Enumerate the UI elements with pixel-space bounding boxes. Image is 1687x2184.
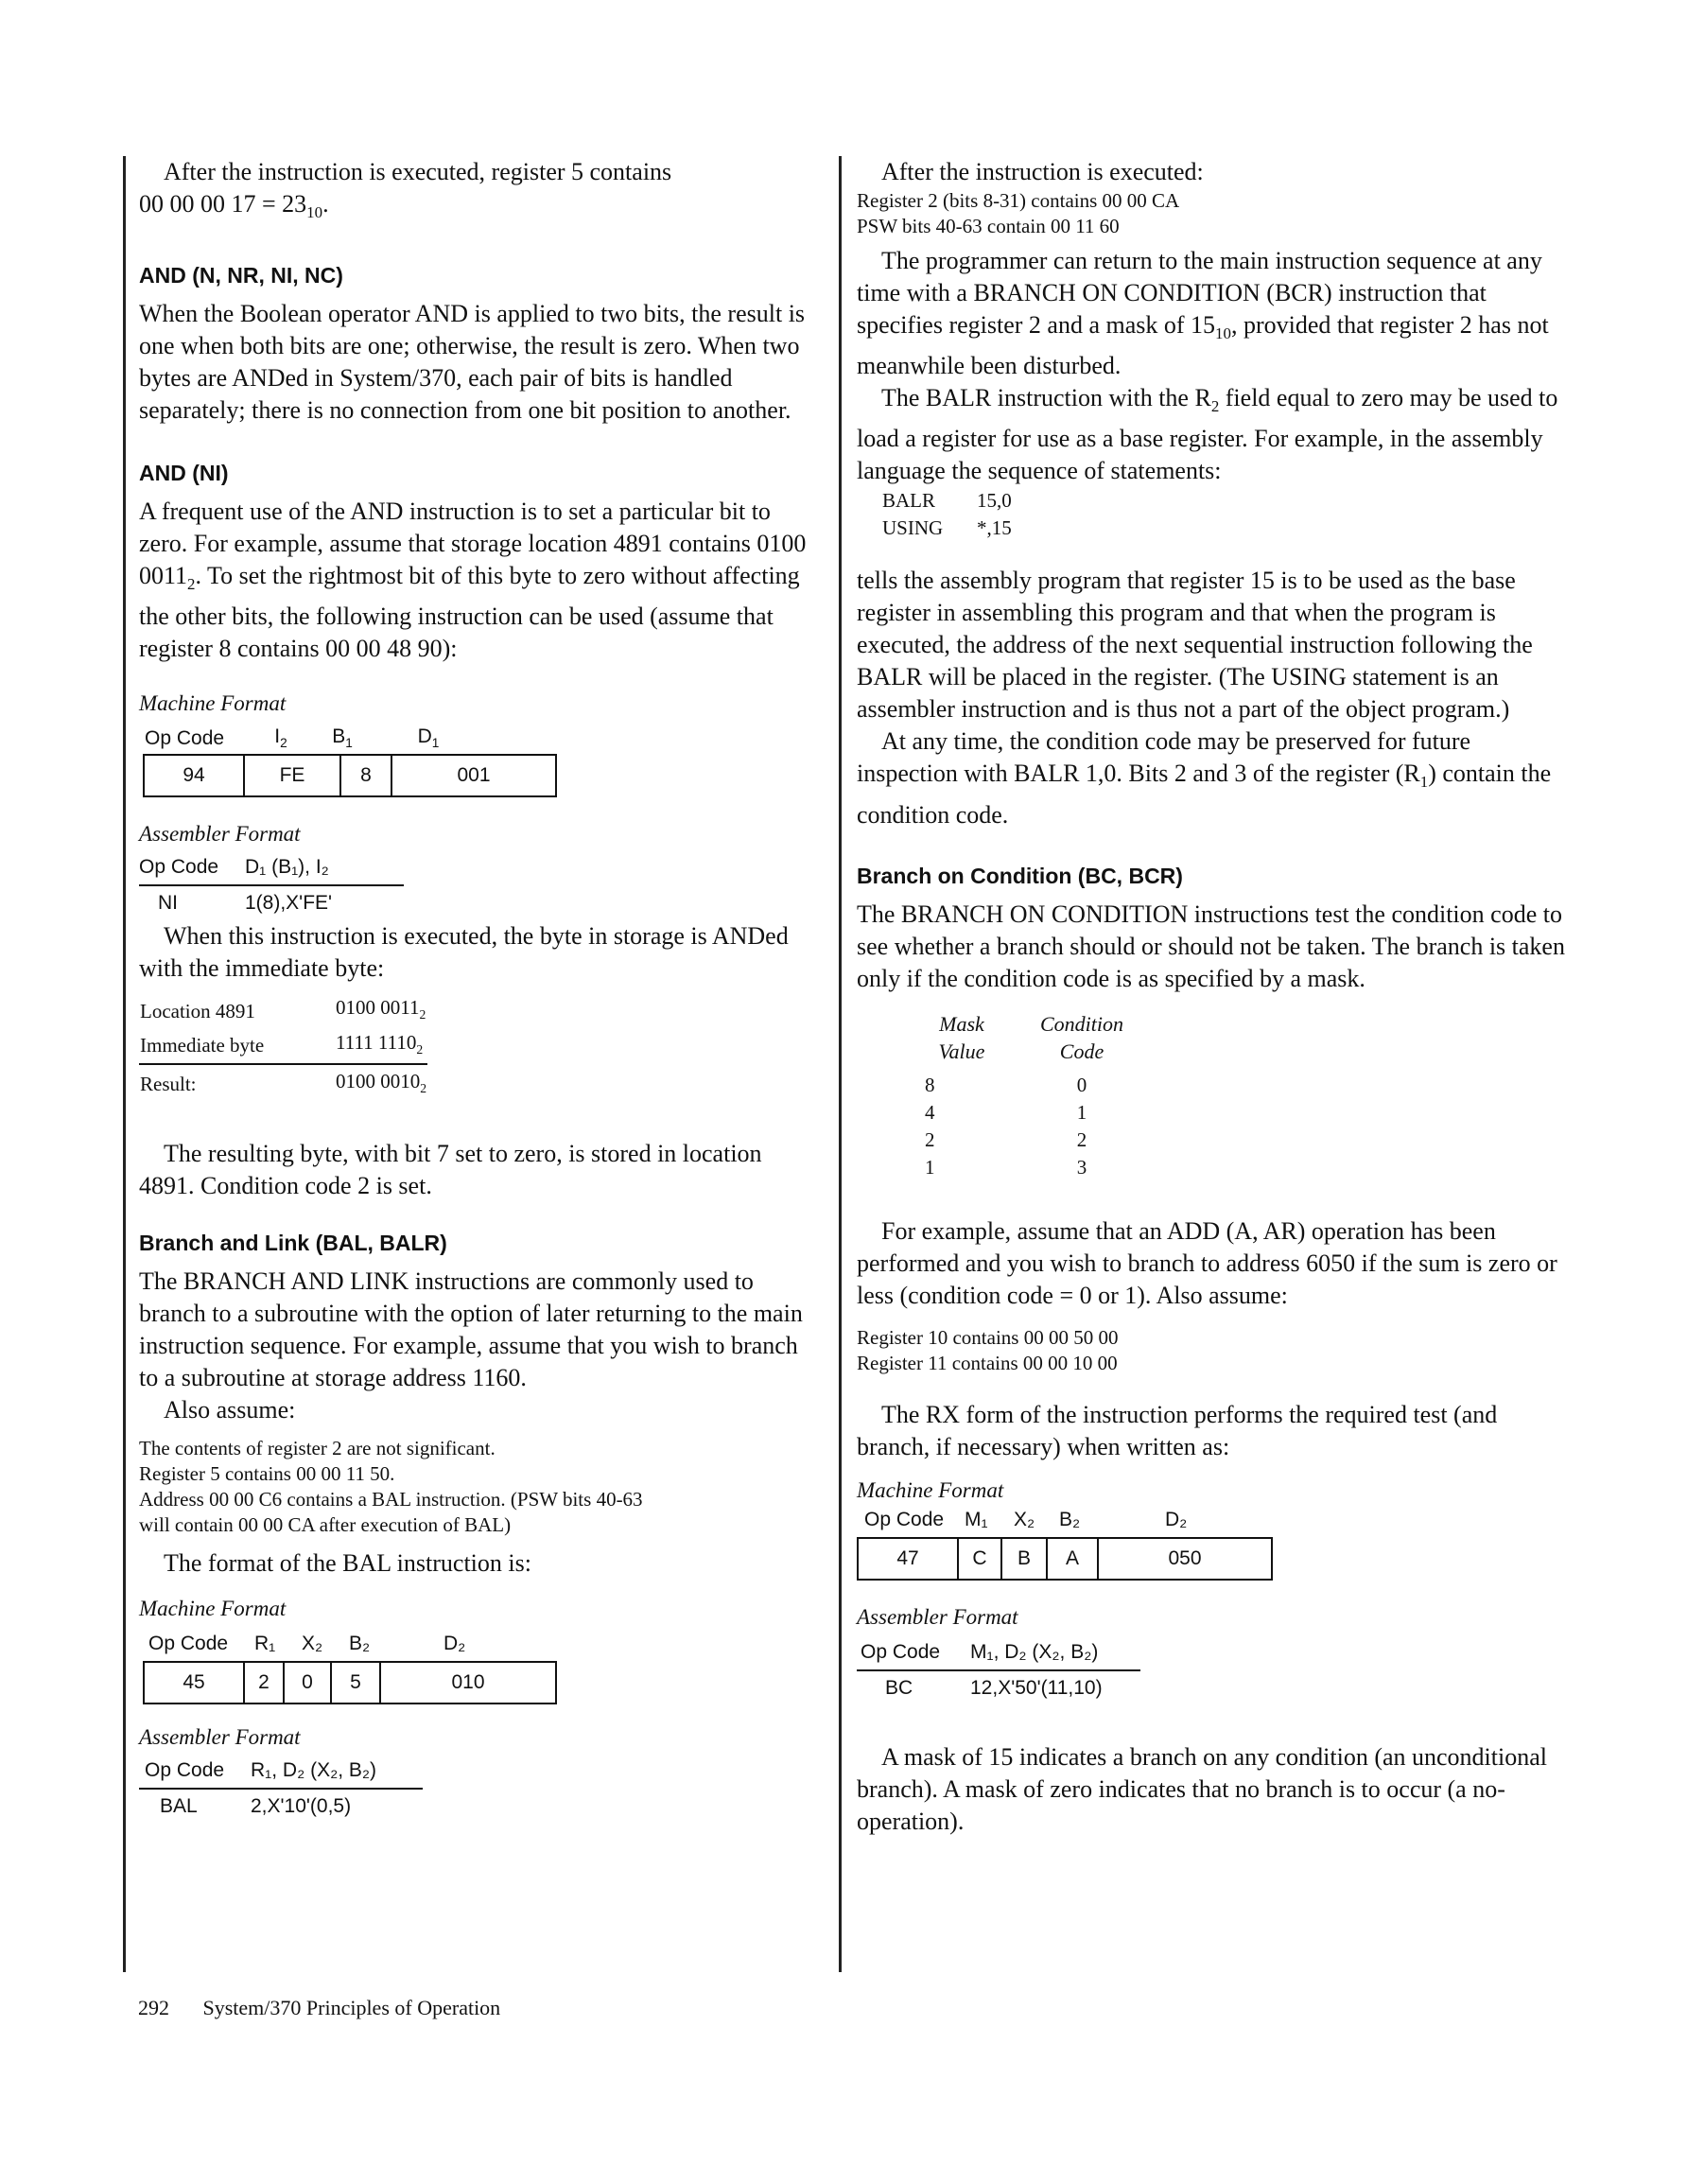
table-row: USING *,15: [882, 516, 1012, 540]
bal-machine-headers: Op Code R₁ X₂ B₂ D₂: [148, 1632, 466, 1654]
list-item: Register 11 contains 00 00 10 00: [857, 1351, 1118, 1374]
ni-machine-format-label: Machine Format: [139, 691, 287, 716]
table-row: 4 1: [925, 1100, 1087, 1124]
left-column: [123, 156, 820, 1972]
rx-assembler-format-label: Assembler Format: [857, 1604, 1018, 1629]
list-item: Register 5 contains 00 00 11 50.: [139, 1461, 395, 1485]
i2-label: $I_2$: [274, 725, 287, 751]
d1-field: 001: [457, 764, 491, 787]
ni-assembler-format-label: Assembler Format: [139, 822, 301, 847]
mask15-paragraph: A mask of 15 indicates a branch on any condition (an unconditional branch). A mask of zero indicates that no branch is to occur (a no-operation).: [857, 1742, 1547, 1835]
bal-heading: Branch and Link (BAL, BALR): [139, 1230, 447, 1255]
code-block: [881, 487, 1013, 542]
bal-assembler-format-label: Assembler Format: [139, 1724, 301, 1749]
b1-label: $B_1$: [332, 725, 353, 751]
list-item: Register 10 contains 00 00 50 00: [857, 1325, 1119, 1349]
return-paragraph: The programmer can return to the main instruction sequence at any time with a BRANCH ON CONDITION (BCR) instruction that specifies register 2 and a mask of $15_{10}$, provided that register 2 has not meanwhile been disturbed.: [857, 247, 1549, 380]
page-number: 292: [138, 1996, 169, 2019]
rx-machine-headers: Op Code M₁ X₂ B₂ D₂: [864, 1508, 1188, 1530]
table-row: Mask Condition: [939, 1011, 1123, 1036]
table-row: 2 2: [925, 1127, 1087, 1151]
after-exec: After the instruction is executed:: [881, 158, 1204, 185]
table-row: Immediate byte 1111 $1110_2$: [139, 1029, 427, 1064]
bal-also-assume: Also assume:: [164, 1395, 296, 1424]
intro-line: After the instruction is executed, register 5 contains: [164, 158, 672, 185]
list-item: The contents of register 2 are not significant.: [139, 1436, 496, 1459]
rx-machine-format-box: 47 C B A 050: [857, 1537, 1273, 1581]
list-item: Address 00 00 C6 contains a BAL instruction. (PSW bits 40-63: [139, 1487, 643, 1511]
rx-assembler-header: Op Code M₁, D₂ (X₂, B₂): [861, 1640, 1099, 1663]
intro-value: 00 00 00 $17 = 23_{10}$.: [139, 190, 329, 222]
table-row: BALR 15,0: [882, 489, 1012, 513]
list-item: will contain 00 00 CA after execution of BAL): [139, 1512, 512, 1536]
tells-paragraph: tells the assembly program that register 15 is to be used as the base register in assembling this program and that when the program is executed, the address of the next sequential instruction following the BALR will be placed in the register. (The USING statement is an assembler instruction and is thus not a part of the object program.): [857, 567, 1533, 724]
ni-assembler-rule: [139, 884, 404, 886]
table-row: Result: 0100 $0010_2$: [140, 1069, 427, 1096]
bal-assumptions: [139, 1436, 820, 1538]
bal-assembler-row: BAL 2,X'10'(0,5): [160, 1794, 352, 1817]
list-item: PSW bits 40-63 contain 00 11 60: [857, 215, 1120, 237]
opcode-label: Op Code: [145, 727, 225, 750]
ni-assembler-row: NI 1(8),X'FE': [158, 892, 333, 915]
balr-paragraph: The BALR instruction with the $R_2$ field equal to zero may be used to load a register for use as a base register. For example, in the assembly language the sequence of statements:: [857, 384, 1558, 485]
bal-machine-format-label: Machine Format: [139, 1596, 287, 1620]
table-row: 8 0: [925, 1073, 1087, 1096]
rx-assembler-rule: [857, 1669, 1140, 1671]
document-title: System/370 Principles of Operation: [202, 1996, 501, 2019]
bc-heading: Branch on Condition (BC, BCR): [857, 863, 1183, 888]
example-paragraph: For example, assume that an ADD (A, AR) operation has been performed and you wish to branch to address 6050 if the sum is zero or less (condition code = 0 or 1). Also assume:: [857, 1216, 1557, 1309]
list-item: Register 2 (bits 8-31) contains 00 00 CA: [857, 189, 1180, 212]
opcode-field: 94: [145, 756, 245, 795]
and-paragraph: When the Boolean operator AND is applied to two bits, the result is one when both bits are one; otherwise, the result is zero. When two bytes are ANDed in System/370, each pair of bits is handled separately; there is no connection from one bit position to another.: [139, 300, 806, 425]
b1-field: 8: [341, 756, 392, 795]
d1-label: $D_1$: [417, 725, 440, 751]
bc-paragraph: The BRANCH ON CONDITION instructions test the condition code to see whether a branch should or should not be taken. The branch is taken only if the condition code is as specified by a mask.: [857, 900, 1565, 992]
ni-machine-headers: [139, 722, 820, 750]
right-column: [839, 156, 1575, 1972]
register-assumptions: [857, 1325, 1575, 1376]
ni-exec-paragraph: When this instruction is executed, the byte in storage is ANDed with the immediate byte:: [139, 922, 789, 983]
ni-heading: AND (NI): [139, 461, 229, 486]
bal-machine-format-box: 45 2 0 5 010: [143, 1661, 557, 1704]
register-lines: [857, 188, 1575, 239]
i2-field: FE: [245, 756, 341, 795]
ni-assembler-header: Op Code D₁ (B₁), I₂: [139, 856, 329, 879]
page-footer: [138, 1996, 500, 2020]
bal-assembler-header: Op Code R₁, D₂ (X₂, B₂): [145, 1758, 377, 1781]
ni-paragraph: A frequent use of the AND instruction is to set a particular bit to zero. For example, assume that storage location 4891 contains 0100 $0011_2$. To set the rightmost bit of this byte to zero without affecting the other bits, the following instruction can be used (assume that register 8 contains 00 00 48 90):: [139, 498, 807, 663]
table-row: 1 3: [925, 1155, 1087, 1179]
table-row: Location 4891 0100 $0011_2$: [140, 996, 426, 1022]
bal-assembler-rule: [139, 1788, 423, 1790]
rx-assembler-row: BC 12,X'50'(11,10): [885, 1676, 1103, 1699]
mask-table: [913, 1010, 1154, 1181]
table-row: Value Code: [938, 1039, 1104, 1063]
bal-paragraph: The BRANCH AND LINK instructions are commonly used to branch to a subroutine with the option of later returning to the main instruction sequence. For example, assume that you wish to branch to a subroutine at storage address 1160.: [139, 1267, 803, 1391]
and-heading: AND (N, NR, NI, NC): [139, 263, 343, 288]
result-paragraph: The resulting byte, with bit 7 set to zero, is stored in location 4891. Condition code 2 is set.: [139, 1139, 762, 1199]
rx-machine-format-label: Machine Format: [857, 1477, 1004, 1502]
bal-format-paragraph: The format of the BAL instruction is:: [164, 1548, 531, 1577]
rx-paragraph: The RX form of the instruction performs the required test (and branch, if necessary) when written as:: [857, 1400, 1498, 1460]
ni-machine-format-box: [143, 754, 557, 797]
condition-code-paragraph: At any time, the condition code may be preserved for future inspection with BALR 1,0. Bits 2 and 3 of the register $(R_1)$ contain the condition code.: [857, 727, 1552, 829]
and-example-table: [139, 994, 427, 1102]
